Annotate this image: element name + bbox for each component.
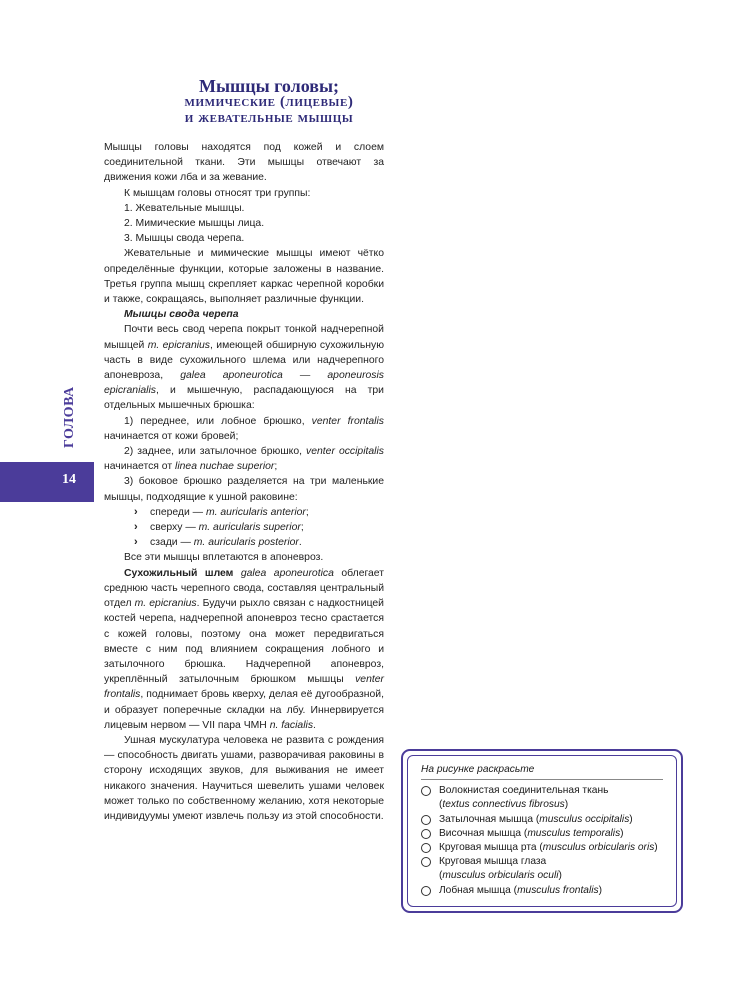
paragraph: Сухожильный шлем galea aponeurotica облегает среднюю часть черепного свода, составляя центральный отдел m. epicranius. Будучи рыхло связан с надкостницей костей черепа, надчерепной апоневроз тесно срастается с кожей головы, поэтому она может передвигаться вместе с ним под влиянием сокращения лобного и затылочного брюшка. Надчерепной апоневроз, укреплённый затылочным брюшком мышцы venter frontalis, поднимает бровь кверху, делая её дугообразной, и образует поперечные складки на лбу. Иннервируется лицевым нервом — VII пара ЧМН n. facialis. xyxy=(104,567,385,731)
title-line-2: мимические (лицевые) xyxy=(184,94,354,110)
list-item: 2. Мимические мышцы лица. xyxy=(124,218,265,230)
paragraph: К мышцам головы относят три группы: xyxy=(124,187,311,199)
checkbox-circle-icon[interactable] xyxy=(421,786,431,796)
list-item: 1. Жевательные мышцы. xyxy=(124,202,245,214)
title-line-1: Мышцы головы; xyxy=(198,76,340,96)
chevron-right-icon: › xyxy=(134,521,138,534)
page-number: 14 xyxy=(62,472,76,487)
sub-list-item: › сверху — m. auricularis superior; xyxy=(104,520,384,535)
checkbox-circle-icon[interactable] xyxy=(421,857,431,867)
checklist-item[interactable]: Лобная мышца (musculus frontalis) xyxy=(421,884,663,898)
paragraph: Мышцы головы находятся под кожей и слоем соединительной ткани. Эти мышцы отвечают за движения кожи лба и за жевание. xyxy=(104,142,384,184)
checklist-item[interactable]: Круговая мышца рта (musculus orbicularis oris) xyxy=(421,841,663,855)
paragraph: Все эти мышцы вплетаются в апоневроз. xyxy=(124,552,324,564)
sub-list-item: › спереди — m. auricularis anterior; xyxy=(104,505,384,520)
checkbox-circle-icon[interactable] xyxy=(421,829,431,839)
chevron-right-icon: › xyxy=(134,505,138,518)
list-item: 2) заднее, или затылочное брюшко, venter occipitalis начинается от linea nuchae superior; xyxy=(104,446,384,473)
checkbox-circle-icon[interactable] xyxy=(421,843,431,853)
list-item: 3. Мышцы свода черепа. xyxy=(124,233,245,245)
title-line-3: и жевательные мышцы xyxy=(184,110,354,126)
paragraph: Жевательные и мимические мышцы имеют чётко определённые функции, которые заложены в название. Третья группа мышц скрепляет каркас черепной коробки и также, сокращаясь, выполняет различные функции. xyxy=(104,248,384,306)
list-item: 3) боковое брюшко разделяется на три маленькие мышцы, подходящие к ушной раковине: xyxy=(104,476,384,503)
main-text xyxy=(104,140,384,824)
coloring-task-box xyxy=(401,749,683,913)
checkbox-circle-icon[interactable] xyxy=(421,886,431,896)
checklist-item[interactable]: Затылочная мышца (musculus occipitalis) xyxy=(421,813,663,827)
checklist-item[interactable]: Височная мышца (musculus temporalis) xyxy=(421,827,663,841)
box-title: На рисунке раскрасьте xyxy=(421,763,663,780)
checkbox-circle-icon[interactable] xyxy=(421,815,431,825)
paragraph: Ушная мускулатура человека не развита с рождения — способность двигать ушами, разворачивая раковины в сторону исходящих звуков, для выживания не имеет никакого значения. Научиться шевелить ушами человек может только по собственному желанию, хотя некоторые индивидуумы умеют извлечь пользу из этой способности. xyxy=(104,734,384,822)
chevron-right-icon: › xyxy=(134,536,138,549)
page-title xyxy=(104,78,434,126)
list-item: 1) переднее, или лобное брюшко, venter frontalis начинается от кожи бровей; xyxy=(104,415,384,442)
checklist-item[interactable]: Волокнистая соединительная ткань (textus connectivus fibrosus) xyxy=(421,784,663,812)
paragraph: Почти весь свод черепа покрыт тонкой надчерепной мышцей m. epicranius, имеющей обширную сухожильную часть в виде сухожильного шлема или надчерепного апоневроза, galea aponeurotica — aponeurosis epicranialis, и мышечную, распадающуюся на три отдельных мышечных брюшка: xyxy=(104,324,385,412)
page-tab xyxy=(0,462,94,502)
subheading: Мышцы свода черепа xyxy=(124,309,239,321)
section-label: ГОЛОВА xyxy=(62,386,77,448)
checklist-item[interactable]: Круговая мышца глаза (musculus orbicularis oculi) xyxy=(421,855,663,883)
sub-list-item: › сзади — m. auricularis posterior. xyxy=(104,535,384,550)
